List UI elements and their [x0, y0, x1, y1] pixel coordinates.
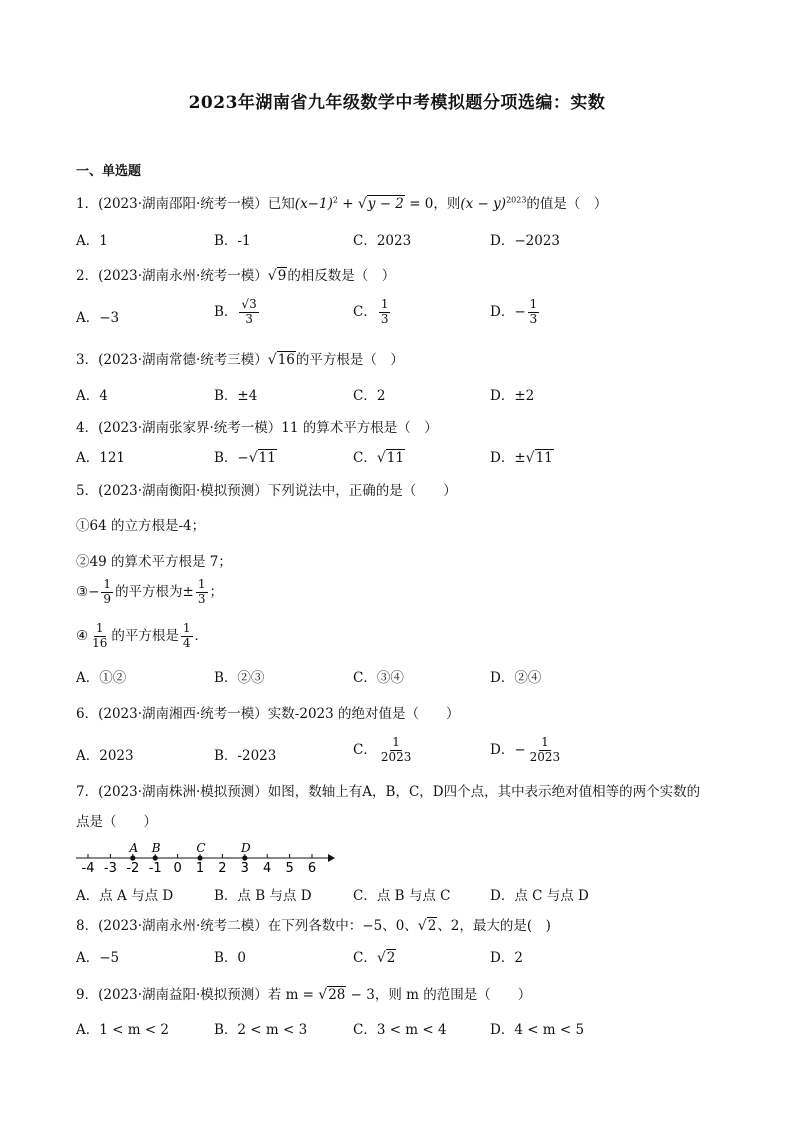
option-d[interactable]: D．2 — [490, 950, 523, 966]
sqrt-symbol: √28 — [318, 987, 346, 1003]
option-a[interactable]: A．4 — [76, 388, 108, 404]
tick-label: 2 — [218, 861, 227, 876]
option-d[interactable]: D．4 < m < 5 — [490, 1022, 585, 1038]
point-a — [130, 855, 135, 860]
option-a[interactable]: A．1 — [76, 233, 108, 249]
point-b — [153, 855, 158, 860]
page-title: 2023年湖南省九年级数学中考模拟题分项选编：实数 — [188, 93, 606, 113]
number-line — [76, 836, 336, 878]
option-a[interactable]: A．121 — [76, 450, 126, 466]
option-a[interactable]: A．−5 — [76, 950, 120, 966]
question-1-options — [76, 229, 726, 259]
tick-label: 1 — [195, 861, 205, 876]
option-b[interactable]: B．-1 — [214, 233, 251, 249]
sqrt-symbol: √y − 2 — [357, 196, 404, 212]
option-b[interactable]: B．−√11 — [214, 450, 276, 466]
question-2-options — [76, 298, 726, 328]
tick-label: 6 — [307, 861, 317, 876]
point-label: D — [240, 841, 251, 855]
point-d — [242, 855, 247, 860]
tick-label: -4 — [81, 861, 95, 876]
option-d[interactable]: D．点 C 与点 D — [490, 888, 589, 904]
option-a[interactable]: A．点 A 与点 D — [76, 888, 174, 904]
question-5-options — [76, 666, 726, 696]
question-8-stem: 8．(2023·湖南永州·统考二模）在下列各数中：−5、0、√2、2，最大的是( ) — [76, 918, 551, 934]
option-a[interactable]: A．1 < m < 2 — [76, 1022, 170, 1038]
tick-label: 5 — [285, 861, 294, 876]
question-8-options — [76, 946, 726, 976]
arrow-right-icon — [328, 854, 335, 862]
point-label: A — [129, 841, 139, 855]
option-c[interactable]: C．3 < m < 4 — [353, 1022, 447, 1038]
option-d[interactable]: D．− $\frac{1}{2023}$ — [490, 735, 561, 764]
sqrt-symbol: √16 — [267, 352, 295, 368]
option-b[interactable]: B．-2023 — [214, 748, 277, 764]
section-heading: 一、单选题 — [76, 164, 142, 179]
tick-label: 0 — [173, 861, 182, 876]
sqrt-symbol: √2 — [417, 918, 437, 934]
option-c[interactable]: C．√2 — [353, 950, 396, 966]
question-4-stem: 4．(2023·湖南张家界·统考一模）11 的算术平方根是（ ） — [76, 420, 438, 436]
option-d[interactable]: D．−2023 — [490, 233, 560, 249]
option-a[interactable]: A．①② — [76, 670, 127, 686]
question-6-options — [76, 736, 726, 766]
option-b[interactable]: B．②③ — [214, 670, 265, 686]
statement-4: ④ $\frac{1}{16}$ 的平方根是 $\frac{1}{4}$ ． — [76, 621, 209, 650]
option-b[interactable]: B． $\frac{√3}{3}$ — [214, 297, 257, 326]
option-c[interactable]: C．③④ — [353, 670, 404, 686]
sqrt-symbol: √9 — [267, 268, 287, 284]
option-c[interactable]: C．2023 — [353, 233, 412, 249]
tick-label: -3 — [103, 861, 117, 876]
option-a[interactable]: A．2023 — [76, 748, 134, 764]
option-b[interactable]: B．±4 — [214, 388, 258, 404]
option-c[interactable]: C． $\frac{1}{2023}$ — [353, 735, 412, 764]
question-5-stem: 5．(2023·湖南衡阳·模拟预测）下列说法中，正确的是（ ） — [76, 483, 457, 499]
question-9-options — [76, 1018, 726, 1048]
tick-label: -2 — [126, 861, 140, 876]
option-a[interactable]: A．−3 — [76, 310, 120, 326]
statement-3: ③− $\frac{1}{9}$ 的平方根为± $\frac{1}{3}$ ； — [76, 577, 224, 606]
tick-label: 4 — [263, 861, 272, 876]
question-4-options — [76, 446, 726, 476]
option-b[interactable]: B．0 — [214, 950, 247, 966]
question-7-stem-line2: 点是（ ） — [76, 814, 157, 830]
point-c — [197, 855, 202, 860]
point-label: C — [196, 841, 206, 855]
question-1-stem: 1．(2023·湖南邵阳·统考一模）已知$(x-1)^2 + √y - 2 = 0$，则$(x - y)^{2023}$的值是（ ） — [76, 195, 608, 212]
option-c[interactable]: C．2 — [353, 388, 386, 404]
statement-1: ①64 的立方根是-4； — [76, 518, 206, 534]
tick-label: -1 — [148, 861, 162, 876]
question-6-stem: 6．(2023·湖南湘西·统考一模）实数-2023 的绝对值是（ ） — [76, 706, 460, 722]
question-2-stem: 2．(2023·湖南永州·统考一模）√9的相反数是（ ） — [76, 268, 396, 284]
point-label: B — [151, 841, 161, 855]
option-c[interactable]: C．点 B 与点 C — [353, 888, 451, 904]
question-3-options — [76, 384, 726, 414]
option-b[interactable]: B．点 B 与点 D — [214, 888, 312, 904]
option-b[interactable]: B．2 < m < 3 — [214, 1022, 308, 1038]
question-7-stem-line1: 7．(2023·湖南株洲·模拟预测）如图，数轴上有A，B，C，D四个点，其中表示绝对值相等的两个实数的 — [76, 784, 701, 800]
option-d[interactable]: D．±√11 — [490, 450, 553, 466]
option-d[interactable]: D．±2 — [490, 388, 535, 404]
question-7-options — [76, 884, 726, 914]
statement-2: ②49 的算术平方根是 7； — [76, 554, 232, 570]
option-c[interactable]: C．√11 — [353, 450, 404, 466]
option-c[interactable]: C． $\frac{1}{3}$ — [353, 297, 389, 326]
option-d[interactable]: D．− $\frac{1}{3}$ — [490, 297, 538, 326]
tick-label: 3 — [240, 861, 249, 876]
question-9-stem: 9．(2023·湖南益阳·模拟预测）若 m = √28 − 3，则 m 的范围是（ ） — [76, 987, 532, 1003]
question-3-stem: 3．(2023·湖南常德·统考三模）√16的平方根是（ ） — [76, 352, 404, 368]
option-d[interactable]: D．②④ — [490, 670, 542, 686]
